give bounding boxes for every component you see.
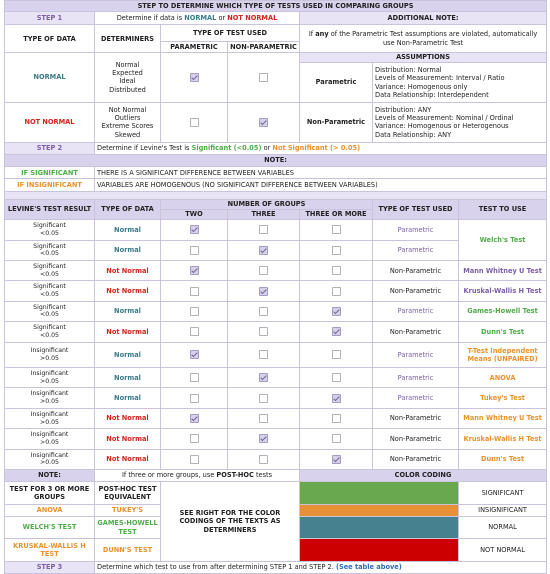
group-checkbox[interactable] bbox=[161, 449, 228, 469]
test-used: Non-Parametric bbox=[373, 429, 459, 449]
group-checkbox[interactable] bbox=[161, 429, 228, 449]
checkbox-icon[interactable] bbox=[259, 73, 268, 82]
col-test-to-use: TEST TO USE bbox=[459, 199, 547, 219]
col-parametric: PARAMETRIC bbox=[161, 41, 228, 52]
checkbox-icon[interactable] bbox=[332, 350, 341, 359]
test-selection-sheet bbox=[4, 0, 547, 574]
test-used: Parametric bbox=[373, 342, 459, 367]
test-to-use: Welch's Test bbox=[459, 220, 547, 261]
checkbox-icon[interactable] bbox=[259, 225, 268, 234]
levine-result: Significant <0.05 bbox=[5, 260, 95, 280]
assumptions-nonparametric: Distribution: ANY Levels of Measurement: Nominal / Ordinal Variance: Homogenous or Heterogenous Data Relationship: ANY bbox=[373, 102, 547, 142]
checkbox-icon[interactable] bbox=[190, 287, 199, 296]
swatch-significant bbox=[300, 482, 459, 504]
col-number-of-groups: NUMBER OF GROUPS bbox=[161, 199, 373, 209]
posthoc-test: ANOVA bbox=[5, 504, 95, 516]
group-checkbox[interactable] bbox=[300, 449, 373, 469]
checkbox-icon[interactable] bbox=[259, 414, 268, 423]
step3-instruction: Determine which test to use from after determining STEP 1 and STEP 2. (See table above) bbox=[95, 561, 547, 573]
col-type-of-data-2: TYPE OF DATA bbox=[95, 199, 161, 219]
col-three: THREE bbox=[228, 209, 300, 219]
group-checkbox[interactable] bbox=[300, 240, 373, 260]
checkbox-icon[interactable] bbox=[259, 118, 268, 127]
test-used: Parametric bbox=[373, 388, 459, 408]
checkbox-icon[interactable] bbox=[259, 455, 268, 464]
checkbox-icon[interactable] bbox=[259, 266, 268, 275]
test-to-use: Kruskal-Wallis H Test bbox=[459, 429, 547, 449]
posthoc-equivalent: GAMES-HOWELL TEST bbox=[95, 516, 161, 538]
type-of-data: Normal bbox=[95, 368, 161, 388]
test-used: Non-Parametric bbox=[373, 408, 459, 428]
type-of-data: Not Normal bbox=[95, 322, 161, 342]
levine-result: Significant <0.05 bbox=[5, 322, 95, 342]
checkbox-icon[interactable] bbox=[332, 327, 341, 336]
test-to-use: Kruskal-Wallis H Test bbox=[459, 281, 547, 301]
group-checkbox[interactable] bbox=[228, 260, 300, 280]
step2-label: STEP 2 bbox=[5, 142, 95, 154]
checkbox-icon[interactable] bbox=[190, 350, 199, 359]
posthoc-equivalent: DUNN'S TEST bbox=[95, 539, 161, 561]
legend-label: INSIGNIFICANT bbox=[459, 504, 547, 516]
posthoc-test: KRUSKAL-WALLIS H TEST bbox=[5, 539, 95, 561]
test-to-use: Dunn's Test bbox=[459, 322, 547, 342]
checkbox-icon[interactable] bbox=[259, 394, 268, 403]
nonparametric-checkbox-normal[interactable] bbox=[228, 52, 300, 102]
group-checkbox[interactable] bbox=[228, 342, 300, 367]
group-checkbox[interactable] bbox=[300, 301, 373, 321]
group-checkbox[interactable] bbox=[161, 342, 228, 367]
levine-result: Insignificant >0.05 bbox=[5, 368, 95, 388]
group-checkbox[interactable] bbox=[300, 388, 373, 408]
checkbox-icon[interactable] bbox=[190, 394, 199, 403]
type-not-normal: NOT NORMAL bbox=[5, 102, 95, 142]
levine-result: Insignificant >0.05 bbox=[5, 449, 95, 469]
if-insignificant-text: VARIABLES ARE HOMOGENOUS (NO SIGNIFICANT DIFFERENCE BETWEEN VARIABLES) bbox=[95, 179, 547, 191]
checkbox-icon[interactable] bbox=[332, 455, 341, 464]
col-nonparametric: NON-PARAMETRIC bbox=[228, 41, 300, 52]
determiners-not-normal: Not Normal Outliers Extreme Scores Skewed bbox=[95, 102, 161, 142]
checkbox-icon[interactable] bbox=[332, 225, 341, 234]
group-checkbox[interactable] bbox=[161, 260, 228, 280]
test-used: Parametric bbox=[373, 220, 459, 240]
group-checkbox[interactable] bbox=[300, 429, 373, 449]
levine-result: Significant <0.05 bbox=[5, 281, 95, 301]
type-of-data: Normal bbox=[95, 388, 161, 408]
group-checkbox[interactable] bbox=[161, 388, 228, 408]
col-two: TWO bbox=[161, 209, 228, 219]
parametric-checkbox-normal[interactable] bbox=[161, 52, 228, 102]
levine-result: Insignificant >0.05 bbox=[5, 429, 95, 449]
checkbox-icon[interactable] bbox=[259, 287, 268, 296]
step2-instruction: Determine if Levine's Test is Significant (<0.05) or Not Significant (> 0.05) bbox=[95, 142, 547, 154]
col-type-of-test: TYPE OF TEST USED bbox=[161, 25, 300, 41]
group-checkbox[interactable] bbox=[300, 408, 373, 428]
swatch-1 bbox=[300, 516, 459, 538]
additional-note-heading: ADDITIONAL NOTE: bbox=[300, 12, 547, 25]
type-of-data: Not Normal bbox=[95, 281, 161, 301]
col-test-used: TYPE OF TEST USED bbox=[373, 199, 459, 219]
group-checkbox[interactable] bbox=[161, 301, 228, 321]
group-checkbox[interactable] bbox=[228, 240, 300, 260]
determiners-normal: Normal Expected Ideal Distributed bbox=[95, 52, 161, 102]
checkbox-icon[interactable] bbox=[190, 434, 199, 443]
checkbox-icon[interactable] bbox=[259, 246, 268, 255]
assumptions-heading: ASSUMPTIONS bbox=[300, 52, 547, 62]
group-checkbox[interactable] bbox=[228, 449, 300, 469]
group-checkbox[interactable] bbox=[228, 301, 300, 321]
assumption-label-parametric: Parametric bbox=[300, 63, 373, 103]
group-checkbox[interactable] bbox=[228, 429, 300, 449]
group-checkbox[interactable] bbox=[228, 408, 300, 428]
group-checkbox[interactable] bbox=[228, 322, 300, 342]
group-checkbox[interactable] bbox=[161, 240, 228, 260]
table-row bbox=[5, 342, 547, 367]
group-checkbox[interactable] bbox=[228, 281, 300, 301]
checkbox-icon[interactable] bbox=[190, 73, 199, 82]
test-used: Non-Parametric bbox=[373, 281, 459, 301]
posthoc-note: If three or more groups, use POST-HOC tests bbox=[95, 469, 300, 481]
type-of-data: Not Normal bbox=[95, 260, 161, 280]
group-checkbox[interactable] bbox=[228, 220, 300, 240]
color-coding-heading: COLOR CODING bbox=[300, 469, 547, 481]
checkbox-icon[interactable] bbox=[259, 434, 268, 443]
test-to-use: Dunn's Test bbox=[459, 449, 547, 469]
checkbox-icon[interactable] bbox=[259, 327, 268, 336]
group-checkbox[interactable] bbox=[300, 342, 373, 367]
table-row bbox=[5, 322, 547, 342]
if-significant-text: THERE IS A SIGNIFICANT DIFFERENCE BETWEEN VARIABLES bbox=[95, 167, 547, 179]
col-determiners: DETERMINERS bbox=[95, 25, 161, 53]
nonparametric-checkbox-not-normal[interactable] bbox=[228, 102, 300, 142]
checkbox-icon[interactable] bbox=[259, 307, 268, 316]
test-to-use: Tukey's Test bbox=[459, 388, 547, 408]
test-used: Parametric bbox=[373, 240, 459, 260]
type-of-data: Not Normal bbox=[95, 408, 161, 428]
swatch-0 bbox=[300, 504, 459, 516]
assumptions-parametric: Distribution: Normal Levels of Measurement: Interval / Ratio Variance: Homogenous only Data Relationship: Interdependent bbox=[373, 63, 547, 103]
checkbox-icon[interactable] bbox=[190, 307, 199, 316]
table-row bbox=[5, 408, 547, 428]
test-to-use: Mann Whitney U Test bbox=[459, 260, 547, 280]
group-checkbox[interactable] bbox=[161, 408, 228, 428]
test-to-use: Games-Howell Test bbox=[459, 301, 547, 321]
swatch-2 bbox=[300, 539, 459, 561]
col-posthoc-equivalent: POST-HOC TEST EQUIVALENT bbox=[95, 482, 161, 504]
posthoc-equivalent: TUKEY'S bbox=[95, 504, 161, 516]
test-to-use: T-Test Independent Means (UNPAIRED) bbox=[459, 342, 547, 367]
checkbox-icon[interactable] bbox=[259, 350, 268, 359]
legend-label: NORMAL bbox=[459, 516, 547, 538]
checkbox-icon[interactable] bbox=[259, 373, 268, 382]
if-insignificant-label: IF INSIGNIFICANT bbox=[5, 179, 95, 191]
type-of-data: Normal bbox=[95, 220, 161, 240]
table-row bbox=[5, 281, 547, 301]
step1-label: STEP 1 bbox=[5, 12, 95, 25]
table-row bbox=[5, 429, 547, 449]
levine-result: Significant <0.05 bbox=[5, 301, 95, 321]
table-row bbox=[5, 388, 547, 408]
see-right-note: SEE RIGHT FOR THE COLOR CODINGS OF THE TEXTS AS DETERMINERS bbox=[161, 482, 300, 562]
col-levine: LEVINE'S TEST RESULT bbox=[5, 199, 95, 219]
group-checkbox[interactable] bbox=[300, 281, 373, 301]
type-of-data: Normal bbox=[95, 342, 161, 367]
col-test-3-groups: TEST FOR 3 OR MORE GROUPS bbox=[5, 482, 95, 504]
checkbox-icon[interactable] bbox=[190, 225, 199, 234]
posthoc-test: WELCH'S TEST bbox=[5, 516, 95, 538]
type-of-data: Normal bbox=[95, 301, 161, 321]
levine-result: Insignificant >0.05 bbox=[5, 388, 95, 408]
checkbox-icon[interactable] bbox=[332, 414, 341, 423]
parametric-checkbox-not-normal[interactable] bbox=[161, 102, 228, 142]
table-row bbox=[5, 260, 547, 280]
levine-result: Insignificant >0.05 bbox=[5, 342, 95, 367]
checkbox-icon[interactable] bbox=[332, 246, 341, 255]
levine-result: Significant <0.05 bbox=[5, 220, 95, 240]
group-checkbox[interactable] bbox=[300, 368, 373, 388]
step2-note-heading: NOTE: bbox=[5, 154, 547, 166]
checkbox-icon[interactable] bbox=[190, 266, 199, 275]
checkbox-icon[interactable] bbox=[190, 373, 199, 382]
test-used: Parametric bbox=[373, 301, 459, 321]
table-row bbox=[5, 449, 547, 469]
bottom-note-heading: NOTE: bbox=[5, 469, 95, 481]
checkbox-icon[interactable] bbox=[332, 266, 341, 275]
legend-label: NOT NORMAL bbox=[459, 539, 547, 561]
checkbox-icon[interactable] bbox=[332, 287, 341, 296]
group-checkbox[interactable] bbox=[228, 388, 300, 408]
group-checkbox[interactable] bbox=[300, 220, 373, 240]
checkbox-icon[interactable] bbox=[190, 118, 199, 127]
group-checkbox[interactable] bbox=[300, 260, 373, 280]
type-of-data: Not Normal bbox=[95, 429, 161, 449]
test-used: Non-Parametric bbox=[373, 322, 459, 342]
table-row bbox=[5, 301, 547, 321]
type-of-data: Normal bbox=[95, 240, 161, 260]
group-checkbox[interactable] bbox=[300, 322, 373, 342]
table-row bbox=[5, 220, 547, 240]
checkbox-icon[interactable] bbox=[332, 307, 341, 316]
legend-significant: SIGNIFICANT bbox=[459, 482, 547, 504]
type-normal: NORMAL bbox=[5, 52, 95, 102]
page-title: STEP TO DETERMINE WHICH TYPE OF TESTS USED IN COMPARING GROUPS bbox=[5, 1, 547, 12]
checkbox-icon[interactable] bbox=[190, 455, 199, 464]
test-to-use: Mann Whitney U Test bbox=[459, 408, 547, 428]
checkbox-icon[interactable] bbox=[332, 394, 341, 403]
col-type-of-data: TYPE OF DATA bbox=[5, 25, 95, 53]
levine-result: Insignificant >0.05 bbox=[5, 408, 95, 428]
spacer-row bbox=[5, 191, 547, 199]
assumption-label-nonparametric: Non-Parametric bbox=[300, 102, 373, 142]
test-used: Non-Parametric bbox=[373, 449, 459, 469]
step1-instruction: Determine if data is NORMAL or NOT NORMAL bbox=[95, 12, 300, 25]
table-row bbox=[5, 368, 547, 388]
test-used: Parametric bbox=[373, 368, 459, 388]
checkbox-icon[interactable] bbox=[332, 434, 341, 443]
group-checkbox[interactable] bbox=[161, 368, 228, 388]
step3-label: STEP 3 bbox=[5, 561, 95, 573]
checkbox-icon[interactable] bbox=[332, 373, 341, 382]
test-to-use: ANOVA bbox=[459, 368, 547, 388]
col-three-or-more: THREE OR MORE bbox=[300, 209, 373, 219]
checkbox-icon[interactable] bbox=[190, 246, 199, 255]
group-checkbox[interactable] bbox=[161, 281, 228, 301]
if-significant-label: IF SIGNIFICANT bbox=[5, 167, 95, 179]
test-used: Non-Parametric bbox=[373, 260, 459, 280]
additional-note-text: If any of the Parametric Test assumptions are violated, automatically use Non-Parametric Test bbox=[300, 25, 547, 53]
levine-result: Significant <0.05 bbox=[5, 240, 95, 260]
checkbox-icon[interactable] bbox=[190, 327, 199, 336]
group-checkbox[interactable] bbox=[161, 220, 228, 240]
group-checkbox[interactable] bbox=[161, 322, 228, 342]
group-checkbox[interactable] bbox=[228, 368, 300, 388]
type-of-data: Not Normal bbox=[95, 449, 161, 469]
checkbox-icon[interactable] bbox=[190, 414, 199, 423]
